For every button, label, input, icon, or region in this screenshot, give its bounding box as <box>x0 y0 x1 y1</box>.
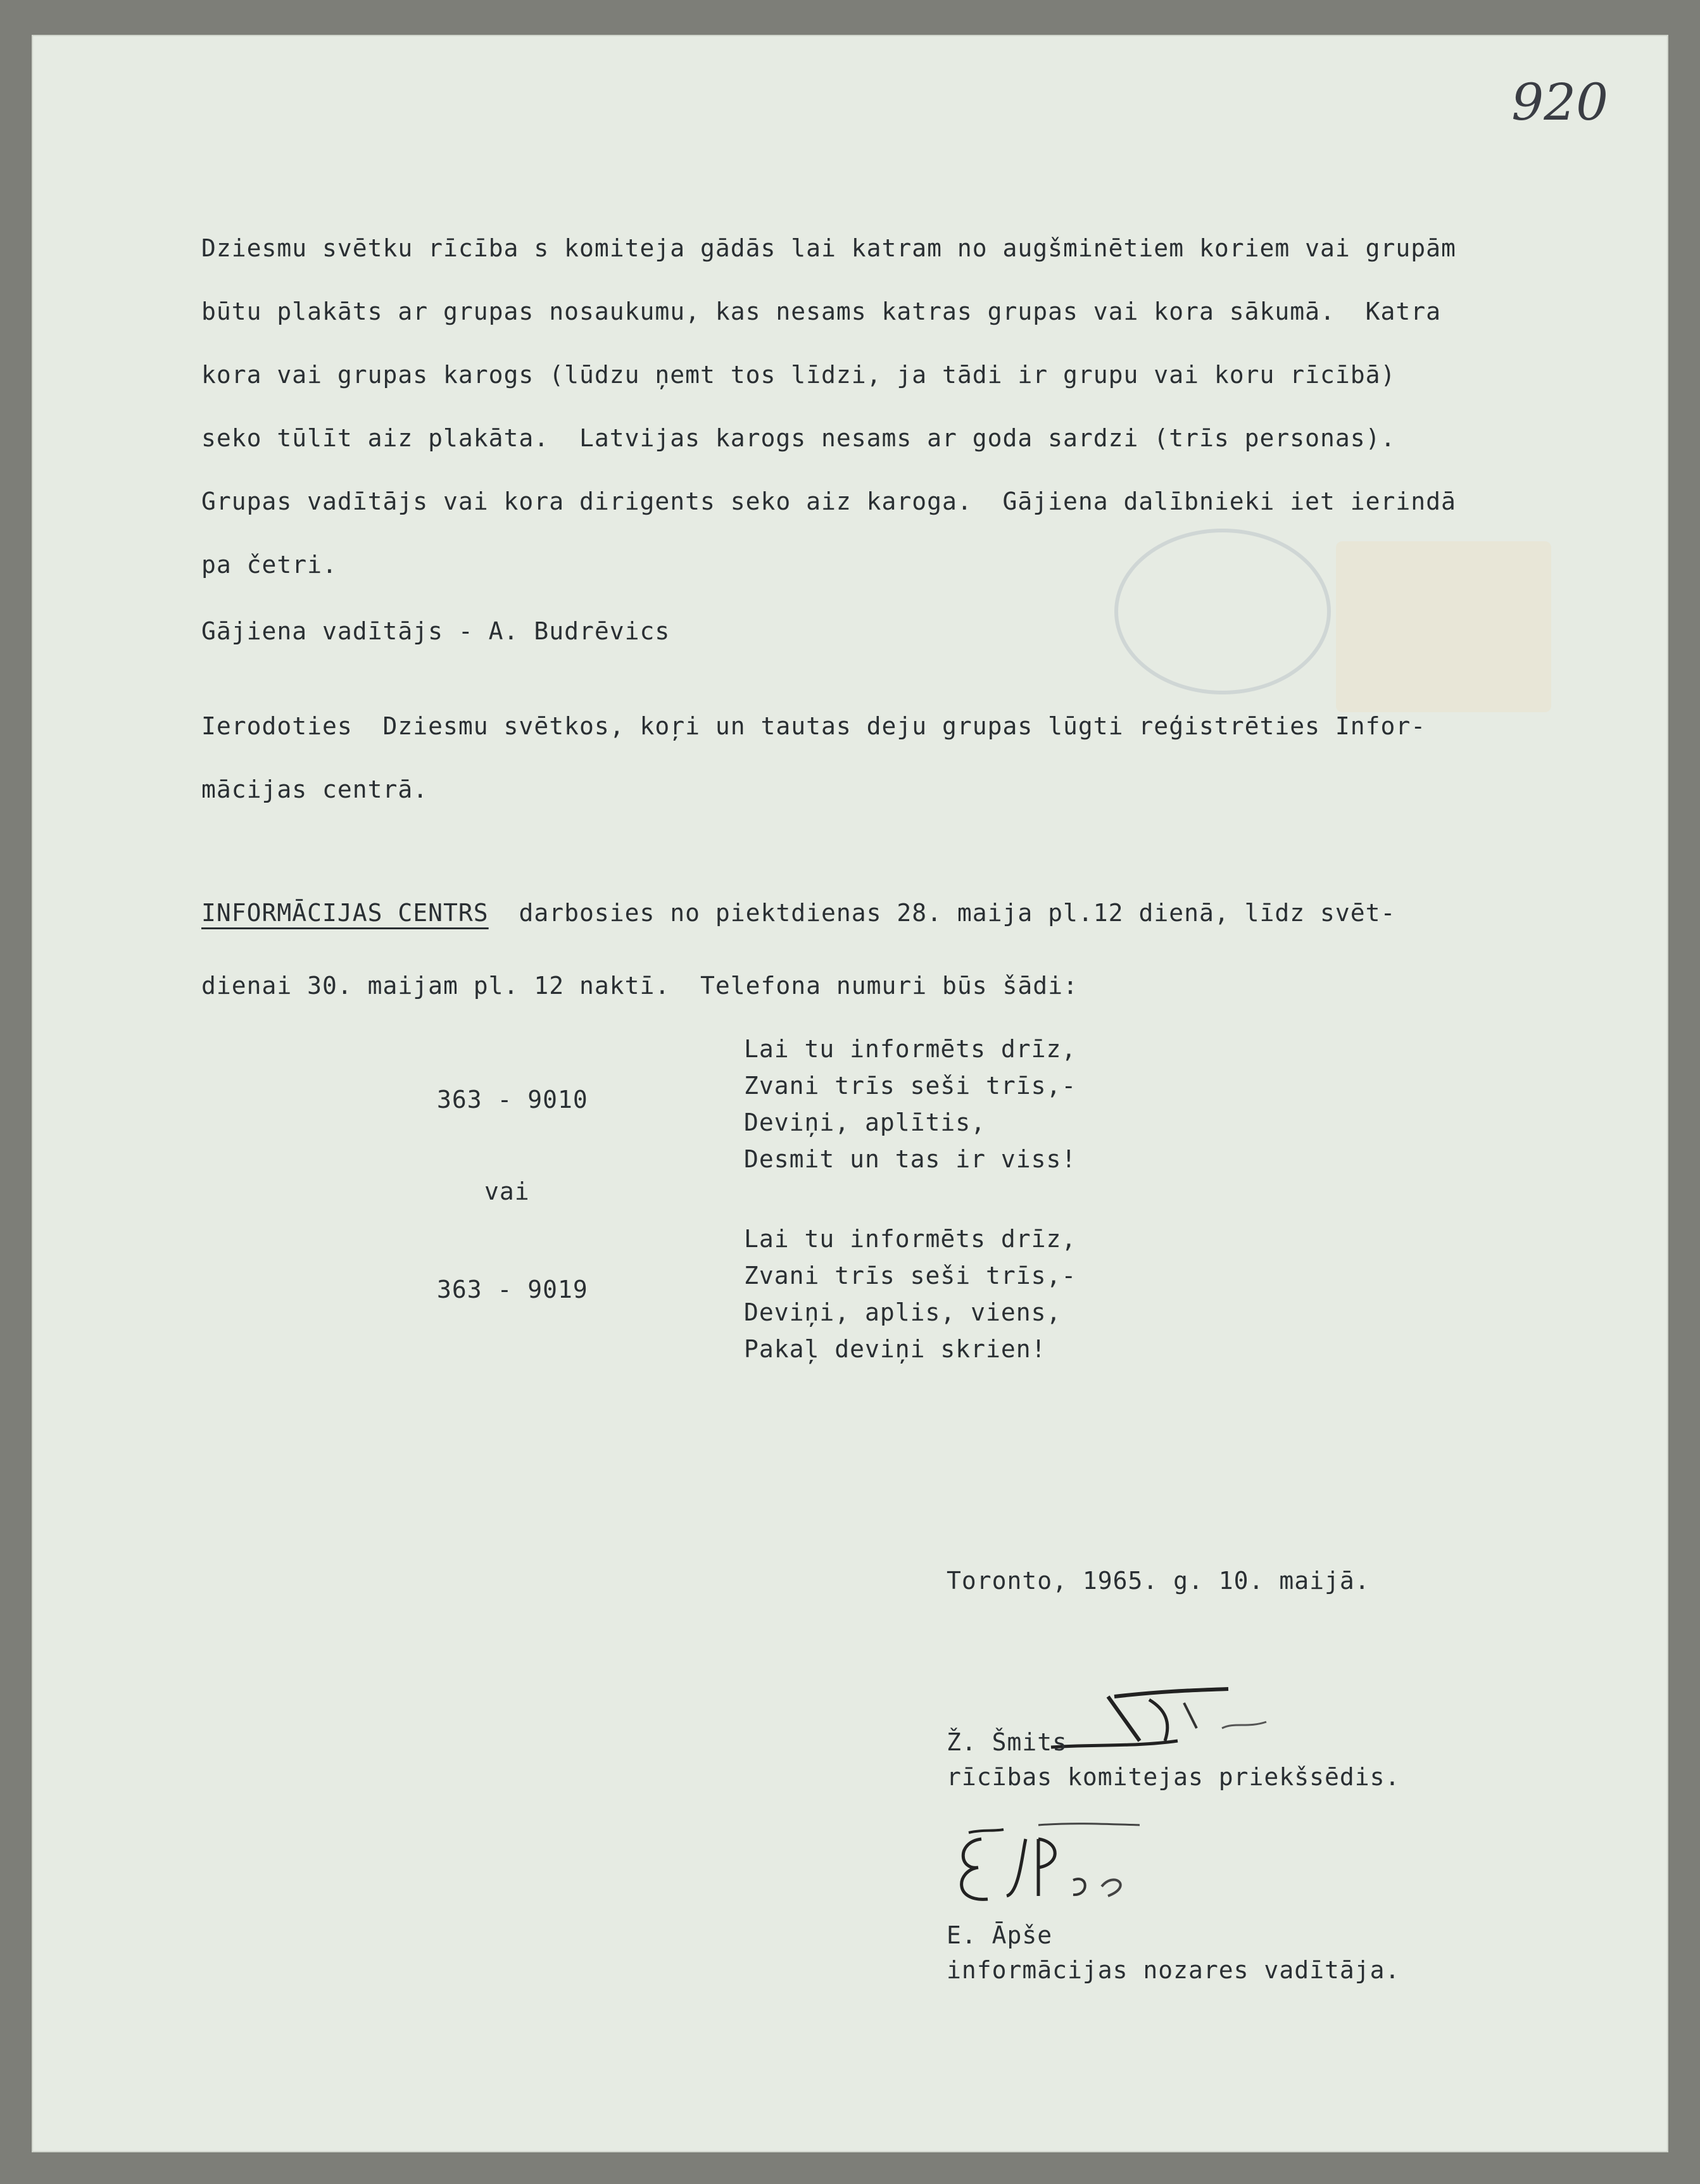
signer-1-title: rīcības komitejas priekšsēdis. <box>947 1763 1401 1791</box>
procession-leader: Gājiena vadītājs - A. Budrēvics <box>201 617 671 645</box>
rhyme-line: Desmit un tas ir viss! <box>744 1145 1077 1173</box>
rhyme-2 <box>744 1225 1077 1392</box>
page-number: 920 <box>1511 73 1608 132</box>
signer-2-name: E. Āpše <box>947 1921 1053 1949</box>
rhyme-1 <box>744 1035 1077 1202</box>
paragraph-line: pa četri. <box>201 551 337 579</box>
paragraph-line: mācijas centrā. <box>201 775 429 803</box>
rhyme-line: Deviņi, aplis, viens, <box>744 1298 1062 1326</box>
info-centre-heading: INFORMĀCIJAS CENTRS <box>201 899 489 927</box>
paragraph-line: Dziesmu svētku rīcība s komiteja gādās lai katram no augšminētiem koriem vai grupām <box>201 234 1456 262</box>
info-centre-line <box>201 899 1395 927</box>
signature-2 <box>943 1814 1209 1921</box>
rhyme-line: Deviņi, aplītis, <box>744 1108 986 1136</box>
phone-number-1: 363 - 9010 <box>437 1086 588 1114</box>
rhyme-line: Pakaļ deviņi skrien! <box>744 1335 1047 1363</box>
info-centre-line-2: dienai 30. maijam pl. 12 naktī. Telefona numuri būs šādi: <box>201 972 1078 1000</box>
phone-number-2: 363 - 9019 <box>437 1276 588 1303</box>
paragraph-line: Grupas vadītājs vai kora dirigents seko aiz karoga. Gājiena dalībnieki iet ierindā <box>201 487 1456 515</box>
stamp-shadow <box>1336 541 1551 712</box>
rhyme-line: Zvani trīs seši trīs,- <box>744 1262 1077 1290</box>
paragraph-processions <box>201 234 1456 579</box>
paragraph-line: seko tūlīt aiz plakāta. Latvijas karogs nesams ar goda sardzi (trīs personas). <box>201 424 1396 452</box>
paragraph-line: kora vai grupas karogs (lūdzu ņemt tos līdzi, ja tādi ir grupu vai koru rīcībā) <box>201 361 1396 389</box>
place-date: Toronto, 1965. g. 10. maijā. <box>947 1567 1370 1595</box>
paragraph-line: Ierodoties Dziesmu svētkos, koŗi un tautas deju grupas lūgti reģistrēties Infor- <box>201 712 1426 740</box>
signer-2 <box>947 1921 1401 2033</box>
paragraph-registration <box>201 712 1426 824</box>
postmark-stamp <box>1114 529 1331 694</box>
document-page <box>32 35 1668 2152</box>
info-centre-hours: darbosies no piektdienas 28. maija pl.12 dienā, līdz svēt- <box>488 899 1396 927</box>
or-label: vai <box>484 1177 530 1205</box>
rhyme-line: Lai tu informēts drīz, <box>744 1035 1077 1063</box>
paragraph-line: būtu plakāts ar grupas nosaukumu, kas nesams katras grupas vai kora sākumā. Katra <box>201 298 1441 325</box>
signer-1-name: Ž. Šmits <box>947 1728 1068 1756</box>
rhyme-line: Zvani trīs seši trīs,- <box>744 1072 1077 1100</box>
rhyme-line: Lai tu informēts drīz, <box>744 1225 1077 1253</box>
signature-1 <box>1038 1652 1304 1779</box>
signer-2-title: informācijas nozares vadītāja. <box>947 1956 1401 1984</box>
